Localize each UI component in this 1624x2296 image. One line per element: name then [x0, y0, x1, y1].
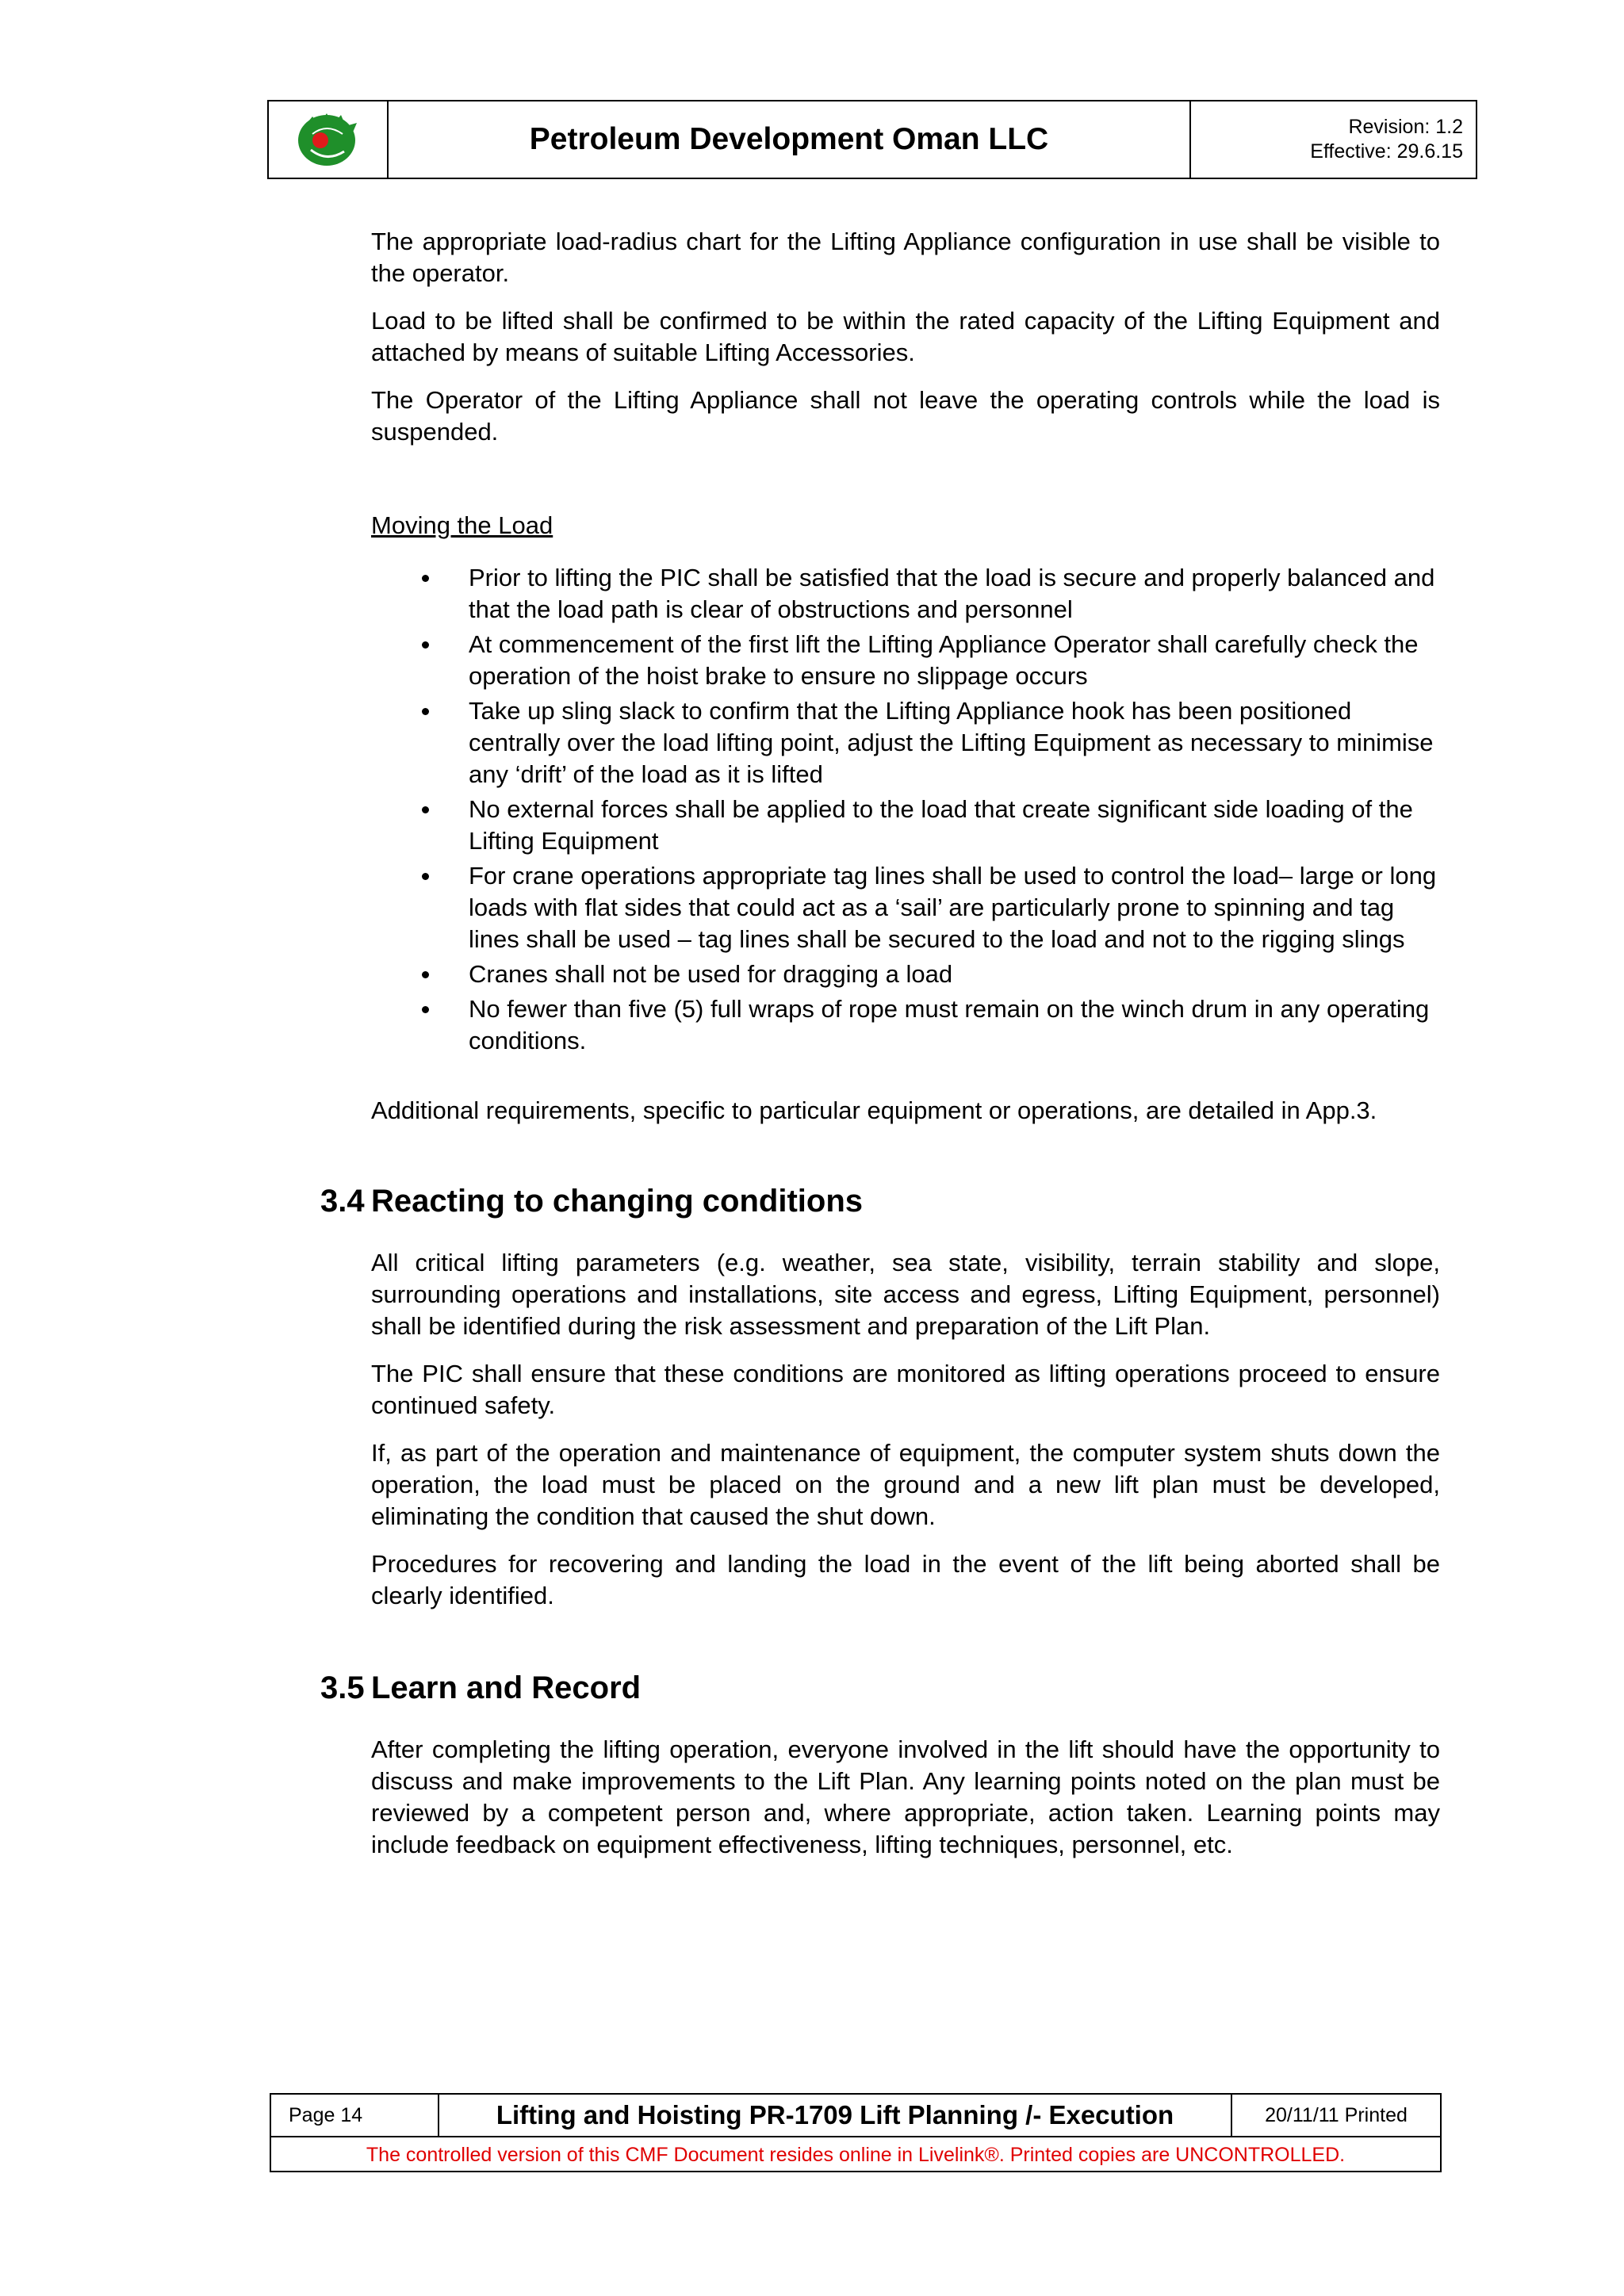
list-item: For crane operations appropriate tag lines shall be used to control the load– large or long loads with flat sides that could act as a ‘sail’ are particularly prone to spinning and tag lines shall be used – tag lines shall be secured to the load and not to the rigging slings: [371, 860, 1440, 955]
section-paragraph: All critical lifting parameters (e.g. weather, sea state, visibility, terrain stability and slope, surrounding operations and installations, site access and egress, Lifting Equipment, personnel) shall be identified during the risk assessment and preparation of the Lift Plan.: [371, 1249, 1440, 1340]
additional-requirements: Additional requirements, specific to particular equipment or operations, are detailed in App.3.: [371, 1096, 1377, 1124]
bullet-icon: [422, 873, 429, 880]
document-body: [320, 226, 1440, 1861]
section-paragraph: If, as part of the operation and maintenance of equipment, the computer system shuts down the operation, the load must be placed on the ground and a new lift plan must be developed, eliminating the condition that caused the shut down.: [371, 1439, 1440, 1530]
revision-block: [1191, 101, 1476, 178]
section-number: 3.5: [320, 1670, 365, 1705]
moving-load-list: [371, 562, 1440, 1057]
section-title: Reacting to changing conditions: [371, 1184, 863, 1219]
print-date: 20/11/11 Printed: [1265, 2103, 1408, 2126]
section-paragraph: Procedures for recovering and landing the load in the event of the lift being aborted shall be clearly identified.: [371, 1550, 1440, 1609]
section-number: 3.4: [320, 1184, 365, 1219]
list-item: Prior to lifting the PIC shall be satisfied that the load is secure and properly balanced and that the load path is clear of obstructions and personnel: [371, 562, 1440, 626]
revision-text: Revision: 1.2: [1348, 116, 1463, 138]
document-title: Lifting and Hoisting PR-1709 Lift Planning /- Execution: [439, 2095, 1232, 2136]
bullet-icon: [422, 708, 429, 715]
intro-paragraph: Load to be lifted shall be confirmed to be within the rated capacity of the Lifting Equipment and attached by means of suitable Lifting Accessories.: [371, 307, 1440, 366]
pdo-logo-icon: [295, 110, 362, 169]
company-name: Petroleum Development Oman LLC: [389, 101, 1191, 178]
bullet-icon: [422, 1006, 429, 1013]
section-title: Learn and Record: [371, 1670, 642, 1705]
list-item: At commencement of the first lift the Lifting Appliance Operator shall carefully check the operation of the hoist brake to ensure no slippage occurs: [371, 629, 1440, 692]
uncontrolled-notice: The controlled version of this CMF Document resides online in Livelink®. Printed copies are UNCONTROLLED.: [366, 2143, 1346, 2166]
subheading-moving-load: Moving the Load: [371, 511, 553, 539]
page-number: Page 14: [271, 2095, 439, 2136]
effective-text: Effective: 29.6.15: [1310, 140, 1463, 163]
section-paragraph: The PIC shall ensure that these conditions are monitored as lifting operations proceed to ensure continued safety.: [371, 1360, 1440, 1419]
page-footer: [270, 2093, 1442, 2172]
intro-paragraph: The Operator of the Lifting Appliance shall not leave the operating controls while the load is suspended.: [371, 386, 1440, 446]
logo-cell: [269, 101, 389, 178]
intro-paragraph: The appropriate load-radius chart for the Lifting Appliance configuration in use shall be visible to the operator.: [371, 228, 1440, 287]
page-header: [267, 100, 1477, 179]
bullet-icon: [422, 806, 429, 813]
list-item: Take up sling slack to confirm that the Lifting Appliance hook has been positioned centrally over the load lifting point, adjust the Lifting Equipment as necessary to minimise any ‘drift’ of the load as it is lifted: [371, 695, 1440, 790]
bullet-icon: [422, 971, 429, 978]
section-paragraph: After completing the lifting operation, everyone involved in the lift should have the opportunity to discuss and make improvements to the Lift Plan. Any learning points noted on the plan must be reviewed by a competent person and, where appropriate, action taken. Learning points may include feedback on equipment effectiveness, lifting techniques, personnel, etc.: [371, 1735, 1440, 1858]
list-item: No fewer than five (5) full wraps of rope must remain on the winch drum in any operating conditions.: [371, 993, 1440, 1057]
bullet-icon: [422, 575, 429, 582]
list-item: Cranes shall not be used for dragging a load: [371, 959, 1440, 990]
section-heading-3-5: [320, 1669, 1440, 1707]
section-heading-3-4: [320, 1182, 1440, 1220]
list-item: No external forces shall be applied to the load that create significant side loading of the Lifting Equipment: [371, 794, 1440, 857]
bullet-icon: [422, 641, 429, 649]
